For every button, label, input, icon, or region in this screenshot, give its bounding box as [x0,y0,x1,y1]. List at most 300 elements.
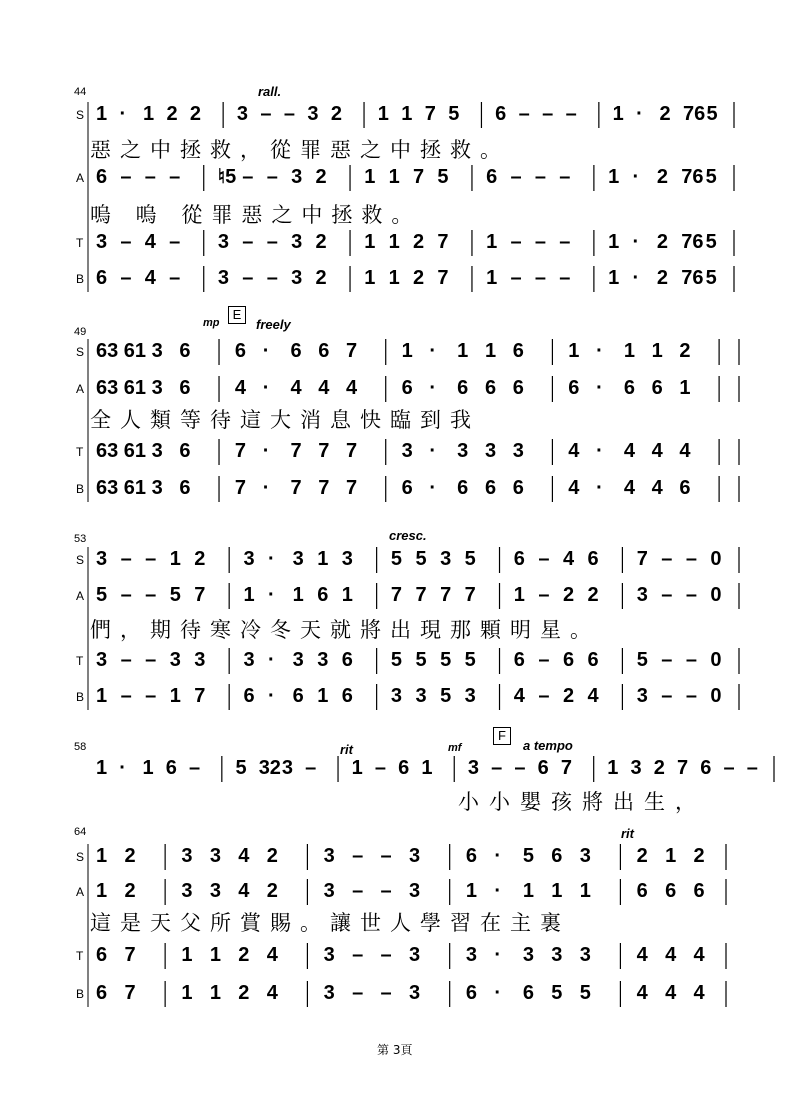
note: · [262,440,270,462]
note: – [242,267,254,289]
note: 1 [465,880,478,902]
note: · [596,477,603,499]
note: 6 [636,880,648,902]
note: 3 [209,880,221,902]
note: 2 [315,267,327,289]
note: 7 [415,584,427,606]
voice-label: B [76,987,85,1001]
marking-rehearsal: F [493,727,511,745]
note: 6 [96,166,108,188]
note: 1 [513,584,525,606]
note: 63 [96,477,119,499]
note: 1 [388,231,400,253]
note: 1 [209,944,221,966]
bar-number: 53 [74,533,87,545]
note: 4 [318,377,330,399]
note: 7 [290,440,302,462]
note: 6 [401,377,413,399]
marking-dynamic: mf [448,742,462,754]
note: 7 [234,440,247,462]
note: 4 [636,982,648,1004]
note: 76 [683,103,706,125]
note: – [145,685,157,707]
note: 5 [440,649,452,671]
note: 6 [179,440,191,462]
note: – [169,267,181,289]
note: 76 [681,267,704,289]
note: 3 [151,340,163,362]
note: 2 [315,231,327,253]
lyric-line: 這是天父所賞賜。讓世人學習在主裏 [90,911,570,935]
note: 4 [238,880,250,902]
note: 4 [346,377,358,399]
note: 4 [693,982,705,1004]
note: 1 [486,231,498,253]
note: 7 [124,944,136,966]
note: 6 [512,340,524,362]
note: 1 [169,685,181,707]
note: 2 [330,103,342,125]
note: · [262,477,270,499]
note: 5 [636,649,648,671]
note: · [262,377,270,399]
note: 6 [484,477,497,499]
note: 3 [551,944,563,966]
note: – [723,757,735,779]
note: – [352,944,364,966]
note: · [632,231,640,253]
note: 3 [401,440,413,462]
note: 0 [710,649,722,671]
note: 3 [415,685,427,707]
note: 63 [96,340,119,362]
note: · [119,103,127,125]
note: 3 [151,440,163,462]
note: 2 [189,103,202,125]
note: 4 [665,982,677,1004]
note: 1 [401,340,413,362]
note: – [305,757,317,779]
voice-label: T [76,445,84,459]
note: 6 [512,377,524,399]
note: 1 [351,757,363,779]
note: 6 [551,845,563,867]
note: 1 [317,685,329,707]
note: – [661,649,673,671]
lyric-line: 們，期待寒冷冬天就將出現那顆明星。 [90,618,600,642]
note: 2 [413,267,425,289]
note: 3 [307,103,319,125]
note: 5 [415,649,427,671]
note: 6 [512,477,524,499]
note: 61 [123,477,147,499]
note: 3 [409,845,421,867]
voice-label: B [76,690,85,704]
note: 1 [317,548,329,570]
note: 5 [440,685,452,707]
voice-label: A [76,382,85,396]
note: 3 [291,231,303,253]
note: 2 [238,982,250,1004]
note: 1 [388,166,400,188]
note: 3 [323,982,335,1004]
note: 1 [142,103,155,125]
note: · [268,584,275,606]
note: 1 [579,880,591,902]
note: 5 [464,649,476,671]
note: – [559,267,571,289]
voice-label: S [76,108,85,122]
note: – [565,103,577,125]
lyric-line: 小小嬰孩將出生， [458,790,706,814]
marking-dynamic: mp [203,317,220,329]
note: 0 [710,584,722,606]
note: 6 [587,548,599,570]
note: 7 [346,340,358,362]
note: 3 [181,880,193,902]
note: 6 [651,377,663,399]
note: 7 [194,584,206,606]
note: 6 [457,377,469,399]
note: 6 [96,944,108,966]
note: 6 [398,757,410,779]
note: – [120,548,132,570]
note: – [534,166,547,188]
note: 6 [179,477,191,499]
note: – [559,166,571,188]
note: 2 [266,845,278,867]
note: 6 [568,377,580,399]
note: 1 [421,757,433,779]
note: 1 [608,166,620,188]
bar-number: 64 [74,826,87,838]
note: 0 [710,548,722,570]
note: – [145,584,157,606]
lyric-line: 全人類等待這大消息快臨到我 [90,408,480,432]
note: 3 [484,440,497,462]
voice-label: B [76,272,85,286]
note: 2 [656,166,668,188]
note: 3 [409,880,421,902]
note: – [169,231,181,253]
note: 4 [651,440,663,462]
note: – [518,103,530,125]
note: 4 [623,477,635,499]
note: – [120,231,132,253]
note: 61 [123,377,147,399]
note: 2 [659,103,671,125]
note: 6 [234,340,247,362]
note: 3 [630,757,642,779]
voice-label: A [76,885,85,899]
note: · [494,944,502,966]
voice-label: A [76,589,85,603]
note: 1 [522,880,534,902]
note: 6 [243,685,255,707]
note: 3 [169,649,181,671]
note: · [119,757,126,779]
note: – [120,584,132,606]
note: 7 [464,584,476,606]
note: 1 [364,166,376,188]
note: 1 [612,103,624,125]
note: 1 [651,340,663,362]
note: – [685,649,697,671]
note: – [685,584,697,606]
note: 1 [484,340,497,362]
note: 61 [123,340,147,362]
note: 1 [181,982,193,1004]
note: 61 [123,440,147,462]
note: · [268,548,275,570]
note: 3 [151,377,163,399]
voice-label: S [76,553,85,567]
note: 3 [323,944,335,966]
note: 3 [96,231,108,253]
note: 6 [513,548,525,570]
note: 4 [144,231,156,253]
note: · [429,477,437,499]
marking-dynamic: cresc. [389,528,427,543]
note: 63 [96,377,119,399]
note: 3 [291,267,303,289]
note: – [145,548,157,570]
note: · [494,845,502,867]
note: 2 [315,166,327,188]
note: 1 [96,685,108,707]
note: 6 [513,649,525,671]
note: 1 [608,267,620,289]
note: – [538,584,550,606]
note: · [596,340,603,362]
note: 7 [346,440,358,462]
note: 6 [486,166,498,188]
note: 1 [142,757,154,779]
note: 3 [323,845,335,867]
note: 6 [341,685,353,707]
note: 5 [706,103,718,125]
note: 2 [562,584,575,606]
note: 2 [587,584,599,606]
note: 4 [568,440,580,462]
voice-label: B [76,482,85,496]
note: 7 [390,584,403,606]
note: ♮5 [217,166,237,188]
note: 3 [243,548,255,570]
note: 1 [388,267,400,289]
note: 3 [317,649,329,671]
note: – [352,880,364,902]
note: 6 [665,880,677,902]
note: 2 [413,231,425,253]
note: – [352,845,364,867]
note: 1 [623,340,635,362]
note: – [266,166,278,188]
note: – [685,548,697,570]
note: 6 [292,685,304,707]
note: 5 [390,548,403,570]
note: 3 [291,166,303,188]
note: 1 [364,267,376,289]
note: 1 [457,340,469,362]
note: 2 [656,267,668,289]
note: 6 [537,757,549,779]
marking-rehearsal: E [228,306,246,324]
note: 6 [700,757,712,779]
note: 6 [562,649,575,671]
note: 2 [653,757,665,779]
note: – [188,757,201,779]
note: 1 [401,103,413,125]
note: 3 [579,944,591,966]
marking-tempo: rit [621,826,634,841]
note: 4 [679,440,691,462]
note: 6 [587,649,599,671]
note: 6 [165,757,177,779]
note: 7 [194,685,206,707]
page-number: 第 3頁 [377,1043,413,1057]
note: 1 [568,340,580,362]
note: 4 [623,440,635,462]
note: · [429,340,437,362]
note: 3 [181,845,193,867]
note: 4 [562,548,575,570]
note: – [491,757,503,779]
note: 7 [124,982,136,1004]
note: – [538,685,550,707]
voice-label: T [76,654,84,668]
note: – [120,685,132,707]
note: – [534,267,547,289]
note: 3 [464,685,476,707]
lyric-line: 惡之中拯救，從罪惡之中拯救。 [90,138,510,162]
note: · [632,267,640,289]
note: 3 [151,477,163,499]
note: 4 [290,377,302,399]
note: 2 [166,103,178,125]
note: 1 [96,103,108,125]
voice-label: S [76,850,85,864]
voice-label: T [76,949,84,963]
note: 1 [551,880,563,902]
note: – [534,231,547,253]
note: 7 [440,584,452,606]
note: – [380,845,392,867]
note: – [145,649,157,671]
note: 5 [415,548,427,570]
note: 5 [390,649,403,671]
note: 3 [292,548,304,570]
note: 7 [290,477,302,499]
marking-tempo: a tempo [523,738,573,753]
note: – [120,166,132,188]
note: 4 [693,944,705,966]
note: 1 [364,231,376,253]
note: 1 [169,548,181,570]
note: – [559,231,571,253]
bar-number: 49 [74,326,87,338]
note: 4 [144,267,156,289]
note: 7 [437,267,449,289]
note: 4 [266,944,278,966]
note: 5 [705,267,717,289]
note: 3 [465,944,478,966]
note: 6 [179,377,191,399]
marking-tempo: freely [256,317,291,332]
note: · [268,649,275,671]
note: – [242,231,254,253]
note: 5 [705,166,717,188]
note: 1 [96,845,108,867]
note: 6 [623,377,635,399]
note: 3 [409,944,421,966]
note: – [510,267,522,289]
note: 3 [636,685,648,707]
note: 2 [194,548,206,570]
note: – [538,548,550,570]
voice-label: T [76,236,84,250]
note: 2 [656,231,668,253]
note: 3 [409,982,421,1004]
note: 6 [484,377,497,399]
note: – [538,649,550,671]
note: 3 [522,944,534,966]
voice-label: A [76,171,85,185]
note: 2 [238,944,250,966]
note: · [596,377,603,399]
note: – [169,166,181,188]
note: · [632,166,640,188]
note: – [661,685,673,707]
note: – [374,757,387,779]
note: 2 [124,845,136,867]
marking-tempo: rit [340,742,353,757]
note: 4 [636,944,648,966]
note: · [494,982,502,1004]
note: 76 [681,166,704,188]
note: – [380,982,392,1004]
note: – [661,584,673,606]
bar-number: 58 [74,741,87,753]
note: 6 [522,982,534,1004]
note: 63 [96,440,119,462]
note: 3 [292,649,304,671]
note: 3 [341,548,353,570]
note: – [746,757,758,779]
note: 1 [243,584,255,606]
note: 1 [209,982,221,1004]
note: · [636,103,643,125]
note: – [242,166,254,188]
note: 2 [693,845,705,867]
lyric-line: 嗚 嗚 從罪惡之中拯救。 [90,203,422,227]
note: 4 [238,845,250,867]
note: 5 [705,231,717,253]
note: – [260,103,272,125]
note: 6 [290,340,302,362]
note: 7 [413,166,425,188]
note: 0 [710,685,722,707]
note: 3 [217,267,230,289]
note: 6 [465,982,478,1004]
voice-label: S [76,345,85,359]
note: 7 [636,548,648,570]
note: – [266,231,278,253]
note: 5 [579,982,591,1004]
note: 4 [513,685,525,707]
note: 4 [266,982,278,1004]
note: · [429,440,437,462]
